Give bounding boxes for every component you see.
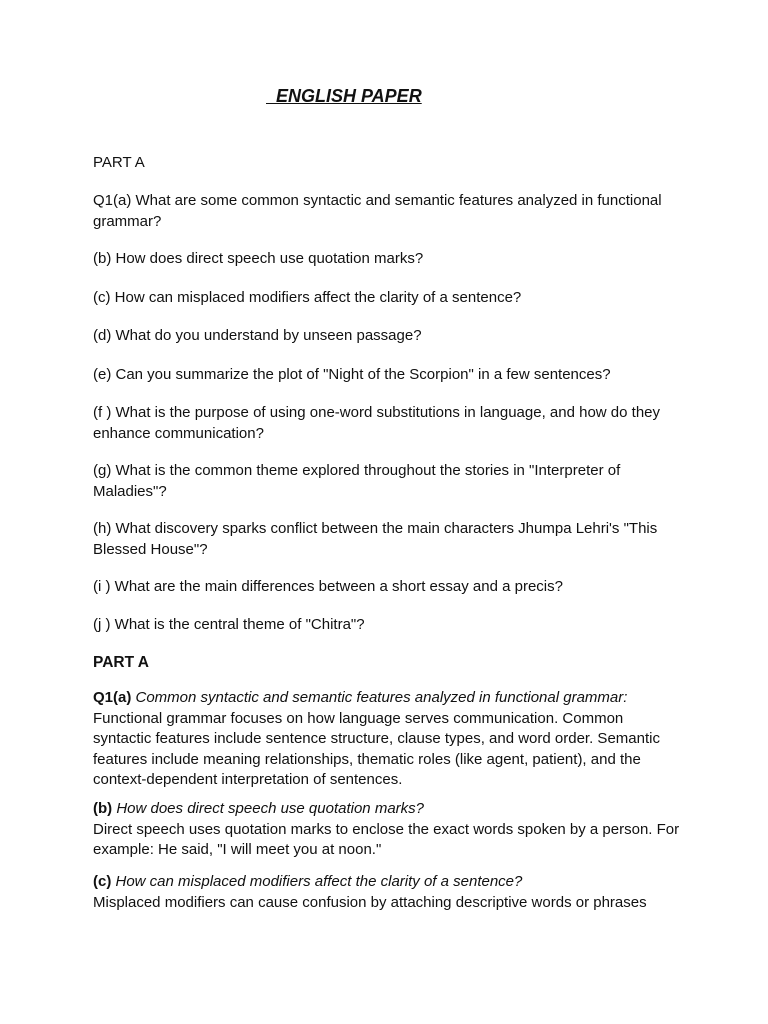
- answers-heading: PART A: [93, 654, 149, 671]
- answer-label: Q1(a): [93, 689, 132, 706]
- answer-c: [93, 872, 683, 913]
- answer-body: Direct speech uses quotation marks to enclose the exact words spoken by a person. For example: He said, "I will meet you at noon.": [93, 820, 680, 858]
- question-j: (j ) What is the central theme of "Chitra"?: [93, 616, 365, 633]
- answer-q1a: [93, 688, 683, 791]
- answer-question: How does direct speech use quotation marks?: [112, 800, 424, 817]
- answer-body: Functional grammar focuses on how language serves communication. Common syntactic features include sentence structure, clause types, and word order. Semantic features include meaning relationships, thematic roles (like agent, patient), and the context-dependent interpretation of sentences.: [93, 709, 660, 788]
- part-a-label: PART A: [93, 154, 145, 171]
- question-c: (c) How can misplaced modifiers affect the clarity of a sentence?: [93, 289, 522, 306]
- answer-question: How can misplaced modifiers affect the clarity of a sentence?: [111, 873, 523, 890]
- answer-label: (c): [93, 873, 112, 890]
- answer-b: [93, 799, 683, 861]
- answer-label: (b): [93, 800, 113, 817]
- document-title: ENGLISH PAPER: [266, 86, 422, 106]
- question-i: (i ) What are the main differences between a short essay and a precis?: [93, 578, 563, 595]
- question-d: (d) What do you understand by unseen passage?: [93, 327, 422, 344]
- question-h: (h) What discovery sparks conflict between the main characters Jhumpa Lehri's "This Blessed House"?: [93, 520, 658, 558]
- question-b: (b) How does direct speech use quotation marks?: [93, 250, 424, 267]
- question-f: (f ) What is the purpose of using one-word substitutions in language, and how do they enhance communication?: [93, 404, 661, 442]
- answer-question: Common syntactic and semantic features analyzed in functional grammar:: [131, 689, 628, 706]
- answer-body: Misplaced modifiers can cause confusion by attaching descriptive words or phrases: [93, 893, 647, 911]
- question-g: (g) What is the common theme explored throughout the stories in "Interpreter of Maladies"?: [93, 462, 621, 500]
- question-e: (e) Can you summarize the plot of "Night of the Scorpion" in a few sentences?: [93, 366, 611, 383]
- question-q1a: Q1(a) What are some common syntactic and semantic features analyzed in functional grammar?: [93, 192, 662, 230]
